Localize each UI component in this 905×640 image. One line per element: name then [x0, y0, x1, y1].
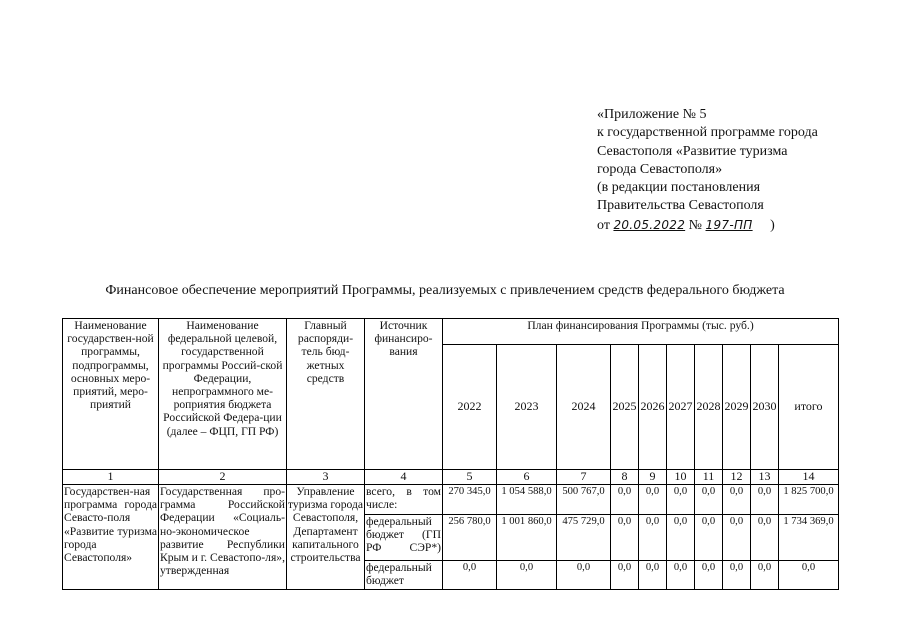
appendix-date-line: [597, 216, 818, 235]
index-cell: 3: [287, 470, 365, 485]
value-cell: 0,0: [557, 561, 611, 590]
value-cell: 0,0: [667, 515, 695, 561]
index-row: [63, 470, 839, 485]
value-cell: 0,0: [611, 561, 639, 590]
handwritten-number: 197-ПП: [705, 217, 753, 232]
index-cell: 11: [695, 470, 723, 485]
funding-source-cell: федеральный бюджет (ГП РФ СЭР*): [365, 515, 443, 561]
value-cell: 0,0: [695, 561, 723, 590]
year-header: 2022: [443, 345, 497, 470]
appendix-note: [597, 106, 818, 235]
closing-paren: ): [770, 217, 775, 233]
header-plan: План финансирования Программы (тыс. руб.): [443, 319, 839, 345]
header-funding-source: Источник финансиро-вания: [365, 319, 443, 470]
appendix-line: Правительства Севастополя: [597, 198, 764, 214]
year-header: 2030: [751, 345, 779, 470]
total-cell: 1 734 369,0: [779, 515, 839, 561]
index-cell: 7: [557, 470, 611, 485]
index-cell: 4: [365, 470, 443, 485]
header-row: [63, 319, 839, 345]
appendix-line: к государственной программе города: [597, 125, 818, 141]
year-header: 2025: [611, 345, 639, 470]
index-cell: 9: [639, 470, 667, 485]
appendix-line: города Севастополя»: [597, 161, 723, 177]
value-cell: 1 054 588,0: [497, 485, 557, 515]
index-cell: 14: [779, 470, 839, 485]
funding-source-cell: федеральный бюджет: [365, 561, 443, 590]
index-cell: 5: [443, 470, 497, 485]
index-cell: 12: [723, 470, 751, 485]
value-cell: 0,0: [751, 485, 779, 515]
value-cell: 475 729,0: [557, 515, 611, 561]
year-header: 2024: [557, 345, 611, 470]
header-administrator: Главный распоряди-тель бюд-жетных средств: [287, 319, 365, 470]
value-cell: 0,0: [695, 485, 723, 515]
total-header: итого: [779, 345, 839, 470]
document-title: Финансовое обеспечение мероприятий Программы, реализуемых с привлечением средств федерального бюджета: [105, 283, 785, 298]
total-cell: 1 825 700,0: [779, 485, 839, 515]
administrator-cell: Управление туризма города Севастополя, Департамент капитального строительства: [287, 485, 365, 590]
program-name-cell: Государствен-ная программа города Севасто-поля «Развитие туризма города Севастополя»: [63, 485, 159, 590]
index-cell: 8: [611, 470, 639, 485]
value-cell: 0,0: [723, 515, 751, 561]
handwritten-date: 20.05.2022: [613, 217, 686, 232]
value-cell: 0,0: [639, 515, 667, 561]
value-cell: 500 767,0: [557, 485, 611, 515]
value-cell: 0,0: [611, 485, 639, 515]
value-cell: 0,0: [639, 485, 667, 515]
appendix-line: «Приложение № 5: [597, 107, 707, 122]
header-program: Наименование государствен-ной программы, подпрограммы, основных меро-приятий, меро-приятий: [63, 319, 159, 470]
value-cell: 0,0: [723, 561, 751, 590]
value-cell: 0,0: [639, 561, 667, 590]
header-federal-program: Наименование федеральной целевой, государственной программы Россий-ской Федерации, непрограммного ме-роприятия бюджета Российской Федера-ции (далее – ФЦП, ГП РФ): [159, 319, 287, 470]
value-cell: 0,0: [723, 485, 751, 515]
value-cell: 0,0: [751, 515, 779, 561]
year-header: 2023: [497, 345, 557, 470]
value-cell: 0,0: [611, 515, 639, 561]
value-cell: 256 780,0: [443, 515, 497, 561]
federal-program-cell: Государственная про-грамма Российской Федерации «Социаль-но-экономическое развитие Республики Крым и г. Севастопо-ля», утвержденная: [159, 485, 287, 590]
index-cell: 10: [667, 470, 695, 485]
index-cell: 2: [159, 470, 287, 485]
appendix-line: (в редакции постановления: [597, 180, 761, 196]
index-cell: 1: [63, 470, 159, 485]
index-cell: 6: [497, 470, 557, 485]
value-cell: 0,0: [497, 561, 557, 590]
value-cell: 0,0: [667, 485, 695, 515]
total-cell: 0,0: [779, 561, 839, 590]
value-cell: 0,0: [667, 561, 695, 590]
number-prefix: №: [688, 217, 703, 233]
year-header: 2028: [695, 345, 723, 470]
appendix-line: Севастополя «Развитие туризма: [597, 143, 788, 159]
value-cell: 1 001 860,0: [497, 515, 557, 561]
value-cell: 0,0: [751, 561, 779, 590]
value-cell: 0,0: [443, 561, 497, 590]
year-header: 2026: [639, 345, 667, 470]
table-row: [63, 485, 839, 515]
index-cell: 13: [751, 470, 779, 485]
year-header: 2029: [723, 345, 751, 470]
value-cell: 270 345,0: [443, 485, 497, 515]
value-cell: 0,0: [695, 515, 723, 561]
year-header: 2027: [667, 345, 695, 470]
financing-table: [62, 318, 839, 590]
date-prefix: от: [597, 217, 610, 233]
funding-source-cell: всего, в том числе:: [365, 485, 443, 515]
